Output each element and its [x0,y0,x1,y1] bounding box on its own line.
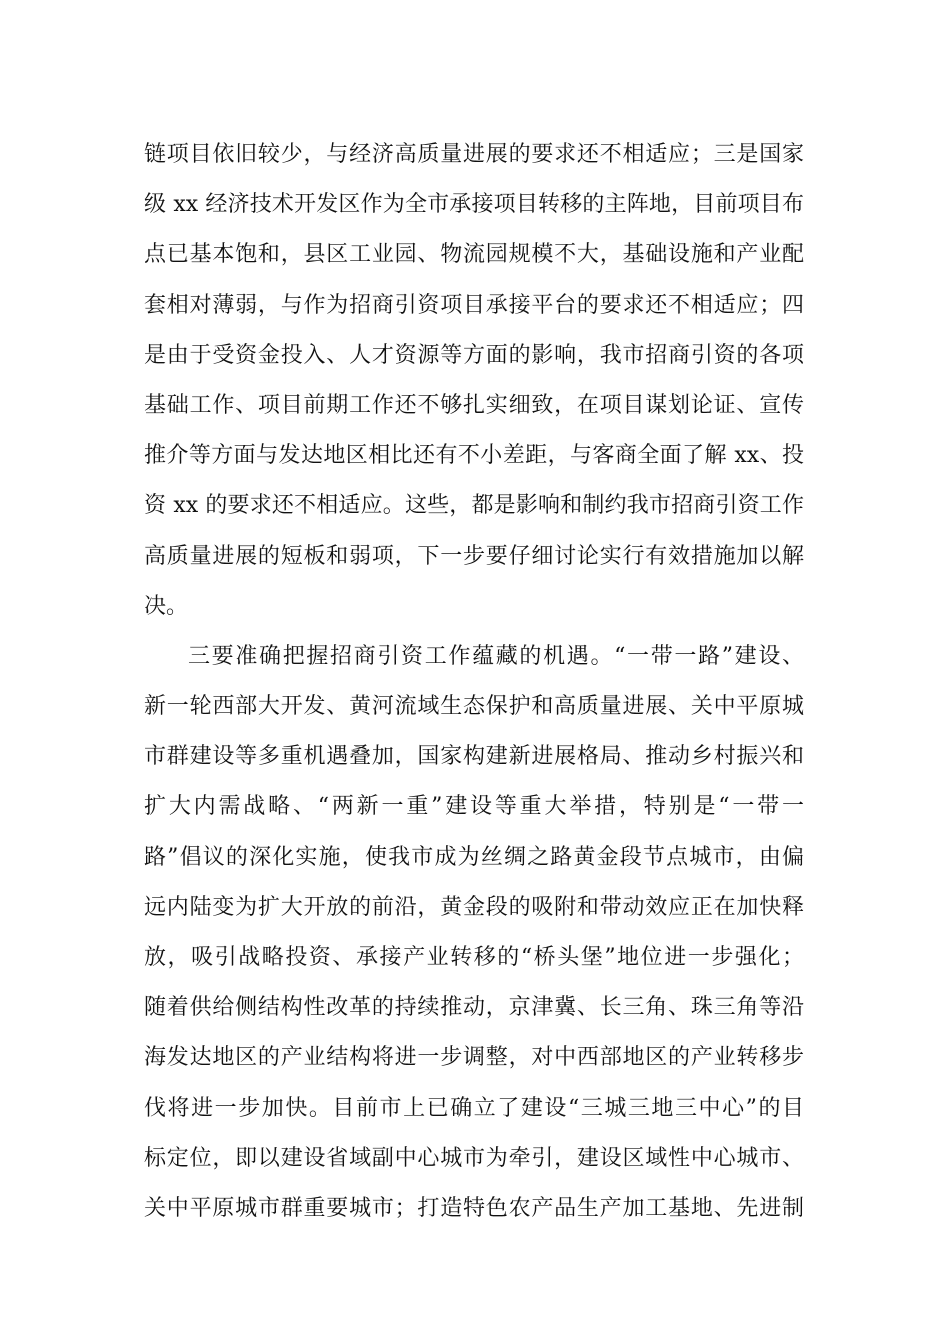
text-line: 关中平原城市群重要城市；打造特色农产品生产加工基地、先进制 [144,1195,804,1221]
text-line: 市群建设等多重机遇叠加，国家构建新进展格局、推动乡村振兴和 [144,744,804,770]
text-line: 基础工作、项目前期工作还不够扎实细致，在项目谋划论证、宣传 [144,392,804,418]
text-line: 推介等方面与发达地区相比还有不小差距，与客商全面了解 xx、投 [144,443,804,469]
text-line: 海发达地区的产业结构将进一步调整，对中西部地区的产业转移步 [144,1045,804,1071]
text-line: 随着供给侧结构性改革的持续推动，京津冀、长三角、珠三角等沿 [144,995,804,1021]
text-line: 链项目依旧较少，与经济高质量进展的要求还不相适应；三是国家 [144,142,804,167]
body-text [144,130,804,1234]
paragraph-start-line: 三要准确把握招商引资工作蕴藏的机遇。“一带一路”建设、 [188,643,804,669]
text-line: 放，吸引战略投资、承接产业转移的“桥头堡”地位进一步强化； [144,945,804,970]
text-line: 是由于受资金投入、人才资源等方面的影响，我市招商引资的各项 [144,342,804,368]
text-line: 远内陆变为扩大开放的前沿，黄金段的吸附和带动效应正在加快释 [144,894,804,920]
text-line: 套相对薄弱，与作为招商引资项目承接平台的要求还不相适应；四 [144,292,804,318]
text-line: 点已基本饱和，县区工业园、物流园规模不大，基础设施和产业配 [144,242,804,268]
text-line: 级 xx 经济技术开发区作为全市承接项目转移的主阵地，目前项目布 [144,192,804,218]
text-line: 决。 [144,593,189,619]
text-line: 标定位，即以建设省域副中心城市为牵引，建设区域性中心城市、 [144,1145,804,1171]
text-line: 资 xx 的要求还不相适应。这些，都是影响和制约我市招商引资工作 [144,493,804,519]
text-line: 路”倡议的深化实施，使我市成为丝绸之路黄金段节点城市，由偏 [144,844,804,870]
text-line: 新一轮西部大开发、黄河流域生态保护和高质量进展、关中平原城 [144,694,804,720]
text-line: 高质量进展的短板和弱项，下一步要仔细讨论实行有效措施加以解 [144,543,804,569]
text-line: 扩大内需战略、“两新一重”建设等重大举措，特别是“一带一 [144,794,804,820]
text-line: 伐将进一步加快。目前市上已确立了建设“三城三地三中心”的目 [144,1095,804,1121]
